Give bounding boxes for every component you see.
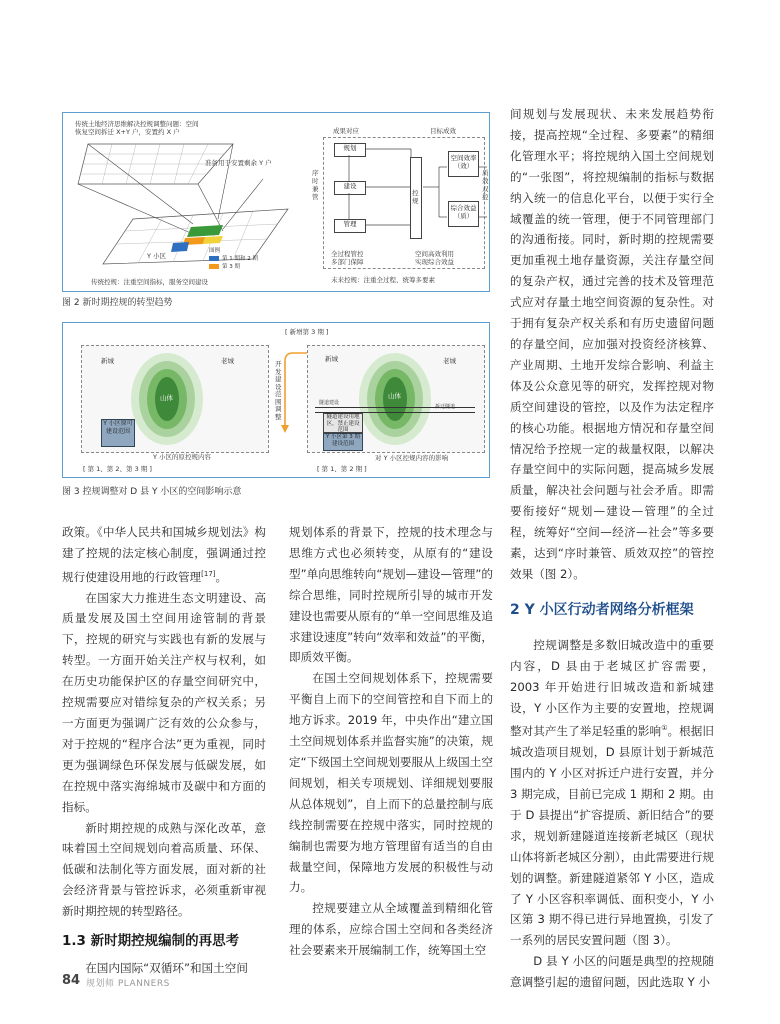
section-heading-1-3: 1.3 新时期控规编制的再思考 <box>62 933 240 950</box>
fig2-y-label: Y 小区 <box>147 252 167 260</box>
column-1 <box>62 522 266 979</box>
fig2-legend-title: 图例 <box>209 248 221 254</box>
fig2-grid-diagram <box>73 139 298 269</box>
col2-paragraph-3: 控规要建立从全域覆盖到精细化管理的体系，应综合国土空间和各类经济社会要素来开展编制工作，统筹国土空 <box>289 901 493 958</box>
col1-paragraph-1: 政策。《中华人民共和国城乡规划法》构建了控规的法定核心制度，强调通过控规行使建设用地的行政管理[17]。 <box>62 525 266 584</box>
fig2-legend-1: 第 1 期和 2 期 <box>222 256 258 262</box>
fig2-box-plan: 规划 <box>334 143 366 157</box>
fig2-vert-seq: 序时兼管 <box>312 169 319 201</box>
fig2-legend-2: 第 3 期 <box>222 264 240 270</box>
legend-swatch-orange <box>209 264 219 269</box>
fig3-right-old-city: 老城 <box>443 357 456 365</box>
col1-paragraph-2: 在国家大力推进生态文明建设、高质量发展及国土空间用途管制的背景下，控规的研究与实践也有新的发展与转型。一方面开始关注产权与权利，如在历史功能保护区的存量空间研究中，控规需要应对错综复杂的产权关系；另一方面更为强调广泛有效的公众参与，对于控规的“程序合法”更为重视，同时更为强调绿色环保发展与低碳发展，如在控规中落实海绵城市及碳中和方面的指标。 <box>62 590 266 814</box>
fig3-right-phase: [ 第 1、第 2 期 ] <box>317 465 367 473</box>
fig3-left-phase: [ 第 1、第 2、第 3 期 ] <box>83 465 152 473</box>
fig2-vert-dual: 质效双控 <box>482 169 489 201</box>
fig2-right-bottom-text: 未来控规：注重全过程、统筹多要素 <box>331 276 435 284</box>
fig3-vert-adjust: 开发建设范围调整 <box>275 360 282 421</box>
fig3-old-city: 老城 <box>221 357 234 365</box>
fig2-box-manage: 管理 <box>334 219 366 233</box>
fig3-right-box2: Y 小区第 3 期建设范围 <box>323 433 363 451</box>
fig2-box-eff: 空间效率（效） <box>448 151 479 177</box>
col3-paragraph-2: 控规调整是多数旧城改造中的重要内容，D 县由于老城区扩容需要，2003 年开始进行旧城改造和新城建设，Y 小区作为主要的安置地，控规调整对其产生了举足轻重的影响①。根据旧城改造项目规划，D 县原计划于新城范围内的 Y 小区对拆迁户进行安置，并分 3 期完成，目前已完成 1 期和 2 期。由于 D 县提出“扩容提质、新旧结合”的要求，规划新建隧道连接新老城区（现状山体将新老城区分割），由此需要进行规划的调整。新建隧道紧邻 Y 小区，造成了 Y 小区容积率调低、面积变小，Y 小区第 3 期不得已进行异地置换，引发了一系列的居民安置问题（图 3）。 <box>510 637 714 948</box>
fig3-y-box-left: Y 小区原可建设范围 <box>101 419 135 447</box>
fig2-vert-ctrl: 控规 <box>412 189 419 205</box>
fig3-right-new-city: 新城 <box>325 355 338 363</box>
fig3-new-city: 新城 <box>101 357 114 365</box>
fig2-box-benefit: 综合效益（质） <box>448 201 479 227</box>
fig2-left-bottom-text: 传统控规：注重空间指标，服务空间建设 <box>91 278 208 286</box>
fig3-caption: 图 3 控规调整对 D 县 Y 小区的空间影响示意 <box>62 487 242 497</box>
fig3-right-bottom: 对 Y 小区控规内容的影响 <box>375 454 449 462</box>
col3-paragraph-3: D 县 Y 小区的问题是典型的控规随意调整引起的遗留问题，因此选取 Y 小 <box>510 954 714 990</box>
fig2-head-right: 目标成效 <box>430 127 456 135</box>
column-2 <box>289 522 493 961</box>
legend-swatch-blue <box>209 256 219 261</box>
page-number: 84 <box>62 973 81 988</box>
fig2-box-build: 建设 <box>334 181 366 195</box>
section-heading-2: 2 Y 小区行动者网络分析框架 <box>510 601 694 618</box>
fig2-head-left: 成果对应 <box>333 127 359 135</box>
col2-paragraph-2: 在国土空间规划体系下，控规需要平衡自上而下的空间管控和自下而上的地方诉求。2019 年，中央作出“建立国土空间规划体系并监督实施”的决策，规定“下级国土空间规划要服从上级国土空间规划，相关专项规划、详细规划要服从总体规划”，自上而下的总量控制与底线控制需要在控规中落实，同时控规的编制也需要为地方管理留有适当的自由裁量空间，保障地方发展的积极性与动力。 <box>289 671 493 895</box>
col2-paragraph-1: 规划体系的背景下，控规的技术理念与思维方式也必须转变，从原有的“建设型”单向思维转向“规划—建设—管理”的综合思维，同时控规所引导的城市开发建设也需要从原有的“单一空间思维及追求建设速度”转向“效率和效益”的平衡，即质效平衡。 <box>289 525 493 665</box>
fig3-mountain-right: 山体 <box>388 392 401 400</box>
fig3-road-right: 拆迁隧道 <box>435 404 456 410</box>
fig2-left-top-text: 传统土地经济思维解决控规调整问题：空间 恢复空间拆迁 X+Y 户，安置约 X 户 <box>75 120 199 136</box>
fig3-right-box1: 隧道建设用地区，禁止建设范围 <box>323 413 363 433</box>
figure-3 <box>62 322 490 478</box>
col3-paragraph-1: 间规划与发展现状、未来发展趋势衔接，提高控规“全过程、多要素”的精细化管理水平；将控规纳入国土空间规划的“一张图”，将控规编制的指标与数据纳入统一的信息化平台，以便于实行全域覆盖的统一管理，便于不同管理部门的沟通衔接。同时，新时期的控规需要更加重视土地存量资源，关注存量空间的复杂产权，通过完善的技术及管理范式应对存量土地空间资源的复杂性。对于拥有复杂产权关系和有历史遗留问题的存量空间，应加强对投资经济核算、产业周期、土地开发综合影响、利益主体及公众意见等的研究，发挥控规对物质空间建设的管控，以及作为法定程序的核心功能。根据地方情况和存量空间情况给予控规一定的裁量权限，以解决存量空间中的实际问题，提高城乡发展质量，解决社会问题与社会矛盾。即需要衔接好“规划—建设—管理”的全过程，统筹好“空间—经济—社会”等多要素，达到“序时兼管、质效双控”的管控效果（图 2）。 <box>510 107 714 581</box>
figure-2 <box>62 112 490 292</box>
fig3-left-bottom: Y 小区的原控规内容 <box>153 453 212 461</box>
fig2-bot-left: 全过程管控 多部门保障 <box>331 250 364 266</box>
fig2-bot-right: 空间高效利用 实现综合效益 <box>415 250 454 266</box>
fig3-mountain-left: 山体 <box>160 394 173 402</box>
fig2-caption: 图 2 新时期控规的转型趋势 <box>62 298 173 308</box>
fig2-left-mid-text: 准备用于安置剩余 Y 户 <box>205 159 272 167</box>
fig3-new-phase: [ 新增第 3 期 ] <box>285 328 329 336</box>
journal-name: 规划师 PLANNERS <box>86 979 170 989</box>
column-3 <box>510 104 714 993</box>
col1-paragraph-3: 新时期控规的成熟与深化改革，意味着国土空间规划向着高质量、环保、低碳和法制化等方面发展，面对新的社会经济背景与管控诉求，必须重新审视新时期控规的转型路径。 <box>62 820 266 919</box>
fig3-road-left: 隧道建设 <box>319 400 340 406</box>
col1-paragraph-4: 在国内国际“双循环”和国土空间 <box>85 961 248 976</box>
